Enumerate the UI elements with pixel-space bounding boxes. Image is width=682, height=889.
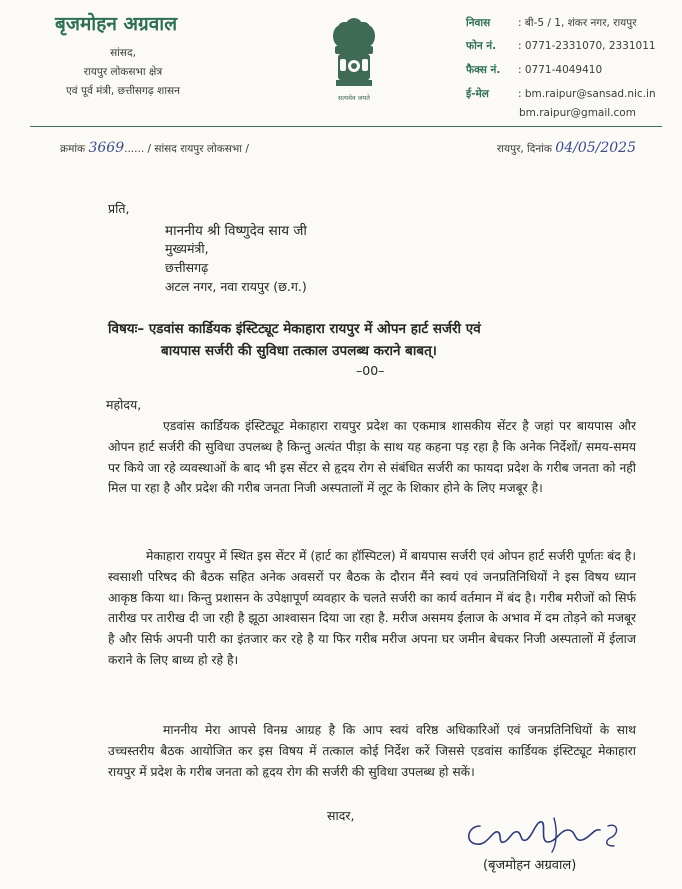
paragraph-1: एडवांस कार्डियक इंस्टिट्यूट मेकाहारा रायपुर प्रदेश का एकमात्र शासकीय सेंटर है जहां पर बायपास और ओपन हार्ट सर्जरी की सुविधा उपलब्ध है किन्तु अत्यंत पीड़ा के साथ यह कहना पड़ रहा है कि अनेक निर्देशों/ समय-समय पर किये जा रहे व्यवस्थाओं के बाद भी इस सेंटर से हृदय रोग से संबंधित सर्जरी का फायदा प्रदेश के गरीब जनता को नही मिल पा रहा है और प्रदेश की गरीब जनता निजी अस्पतालों में लूट के शिकार होने के लिए मजबूर है। [108,419,636,496]
sender-name: बृजमोहन अग्रवाल [55,13,178,35]
recipient-to: प्रति, [108,201,130,216]
signatory-name: (बृजमोहन अग्रवाल) [483,858,577,873]
sender-constituency: रायपुर लोकसभा क्षेत्र [83,66,163,78]
salutation: महोदय, [106,397,142,412]
reference-number-suffix: ...... / सांसद रायपुर लोकसभा / [124,143,249,155]
paragraph-3: माननीय मेरा आपसे विनम्र आग्रह है कि आप स्वयं वरिष्ठ अधिकारिओं एवं जनप्रतिनिधियों के साथ उच्चस्तरीय बैठक आयोजित कर इस विषय में तत्काल कोई निर्देश करें जिससे एडवांस कार्डियक इंस्टिट्यूट मेकाहारा रायपुर में प्रदेश के गरीब जनता को हृदय रोग की सर्जरी की सुविधा उपलब्ध हो सकें। [108,723,636,779]
address-value: : बी-5 / 1, शंकर नगर, रायपुर [518,17,637,29]
sender-designation: सांसद, [110,47,136,59]
email-line [466,87,656,101]
emblem-motto: सत्यमेव जयते [338,94,370,102]
recipient-post: मुख्यमंत्री, [165,241,209,256]
paragraph-2: मेकाहारा रायपुर में स्थित इस सेंटर में (हार्ट का हॉस्पिटल) में बायपास सर्जरी एवं ओपन हार्ट सर्जरी पूर्णतः बंद है। स्वसाशी परिषद की बैठक सहित अनेक अवसरों पर बैठक के दौरान मैंने स्वयं एवं जनप्रतिनिधियों ने इस विषय ध्यान आकृष्ठ किया था। किन्तु प्रशासन के उपेक्षापूर्ण व्यवहार के चलते सर्जरी का कार्य वर्तमान में बंद है। गरीब मरीजों को सिर्फ तारीख पर तारीख दी जा रही है झूठा आश्वासन दिया जा रहा है. मरीज असमय ईलाज के अभाव में दम तोड़ने को मजबूर है और सिर्फ अपनी पारी का इंतजार कर रहे है या फिर गरीब मरीज अपना घर जमीन बेचकर निजी अस्पतालों में ईलाज कराने के लिए बाध्य हो रहे है। [108,549,636,667]
reference-number [60,140,249,156]
email-label: ई-मेल [466,88,489,100]
subject-block [108,318,481,362]
address-label: निवास [466,17,491,29]
letterhead-divider [30,126,662,127]
email-value-1: : bm.raipur@sansad.nic.in [518,88,656,100]
national-emblem-icon [326,14,382,106]
address-line [466,16,637,30]
phone-line [466,39,656,53]
sender-former-post: एवं पूर्व मंत्री, छत्तीसगढ़ शासन [66,85,180,97]
subject-separator: –00– [356,363,385,378]
subject-label: विषयः– [108,321,145,337]
fax-line [466,63,602,77]
reference-number-label: क्रमांक [60,143,86,155]
recipient-state: छत्तीसगढ़ [165,260,209,275]
reference-date [497,140,636,156]
phone-value: : 0771-2331070, 2331011 [518,40,656,52]
handwritten-signature [458,812,628,858]
date-label: रायपुर, दिनांक [497,143,552,155]
fax-label: फैक्स नं. [466,64,501,76]
date-value: 04/05/2025 [555,140,636,156]
email-value-2: bm.raipur@gmail.com [519,107,636,119]
recipient-address: अटल नगर, नवा रायपुर (छ.ग.) [165,279,307,294]
reference-number-value: 3669 [88,140,125,156]
closing: सादर, [327,808,355,823]
fax-value: : 0771-4049410 [518,64,603,76]
recipient-name: माननीय श्री विष्णुदेव साय जी [165,223,307,239]
subject-line-2: बायपास सर्जरी की सुविधा तत्काल उपलब्ध कराने बाबत्। [161,343,437,359]
phone-label: फोन नं. [466,40,497,52]
subject-line-1: एडवांस कार्डियक इंस्टिट्यूट मेकाहारा रायपुर में ओपन हार्ट सर्जरी एवं [148,321,481,337]
